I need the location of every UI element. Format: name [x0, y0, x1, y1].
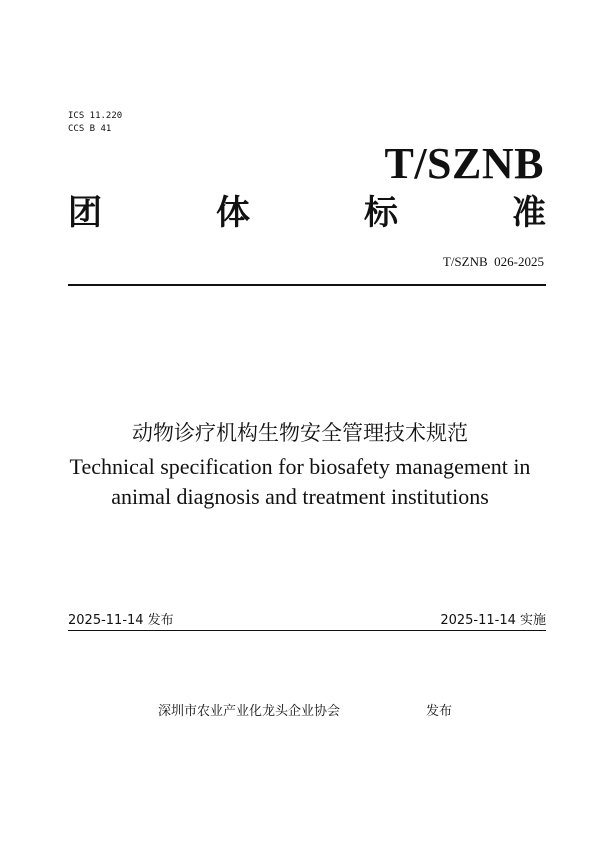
doc-type-char-3: 标 [364, 193, 398, 233]
bottom-divider [68, 630, 546, 631]
title-english-line-2: animal diagnosis and treatment institutions [111, 484, 489, 509]
document-type-heading [68, 191, 546, 235]
ccs-code: CCS B 41 [68, 124, 112, 134]
implementation-date: 2025-11-14 实施 [440, 613, 546, 628]
doc-type-char-4: 准 [512, 193, 546, 233]
doc-type-char-2: 体 [216, 193, 250, 233]
doc-type-char-1: 团 [68, 193, 102, 233]
issuer-name: 深圳市农业产业化龙头企业协会 [158, 704, 341, 719]
issuer-action: 发布 [426, 704, 453, 719]
release-date: 2025-11-14 发布 [68, 613, 174, 628]
title-english-line-1: Technical specification for biosafety management in [69, 454, 531, 479]
classification-codes [68, 110, 122, 136]
title-chinese: 动物诊疗机构生物安全管理技术规范 [132, 421, 468, 445]
standard-brand: T/SZNB [384, 139, 544, 188]
title-english [40, 452, 560, 512]
top-divider [68, 284, 546, 286]
standard-number: T/SZNB 026-2025 [442, 254, 544, 269]
ics-code: ICS 11.220 [68, 111, 123, 121]
dates-row [68, 613, 546, 629]
